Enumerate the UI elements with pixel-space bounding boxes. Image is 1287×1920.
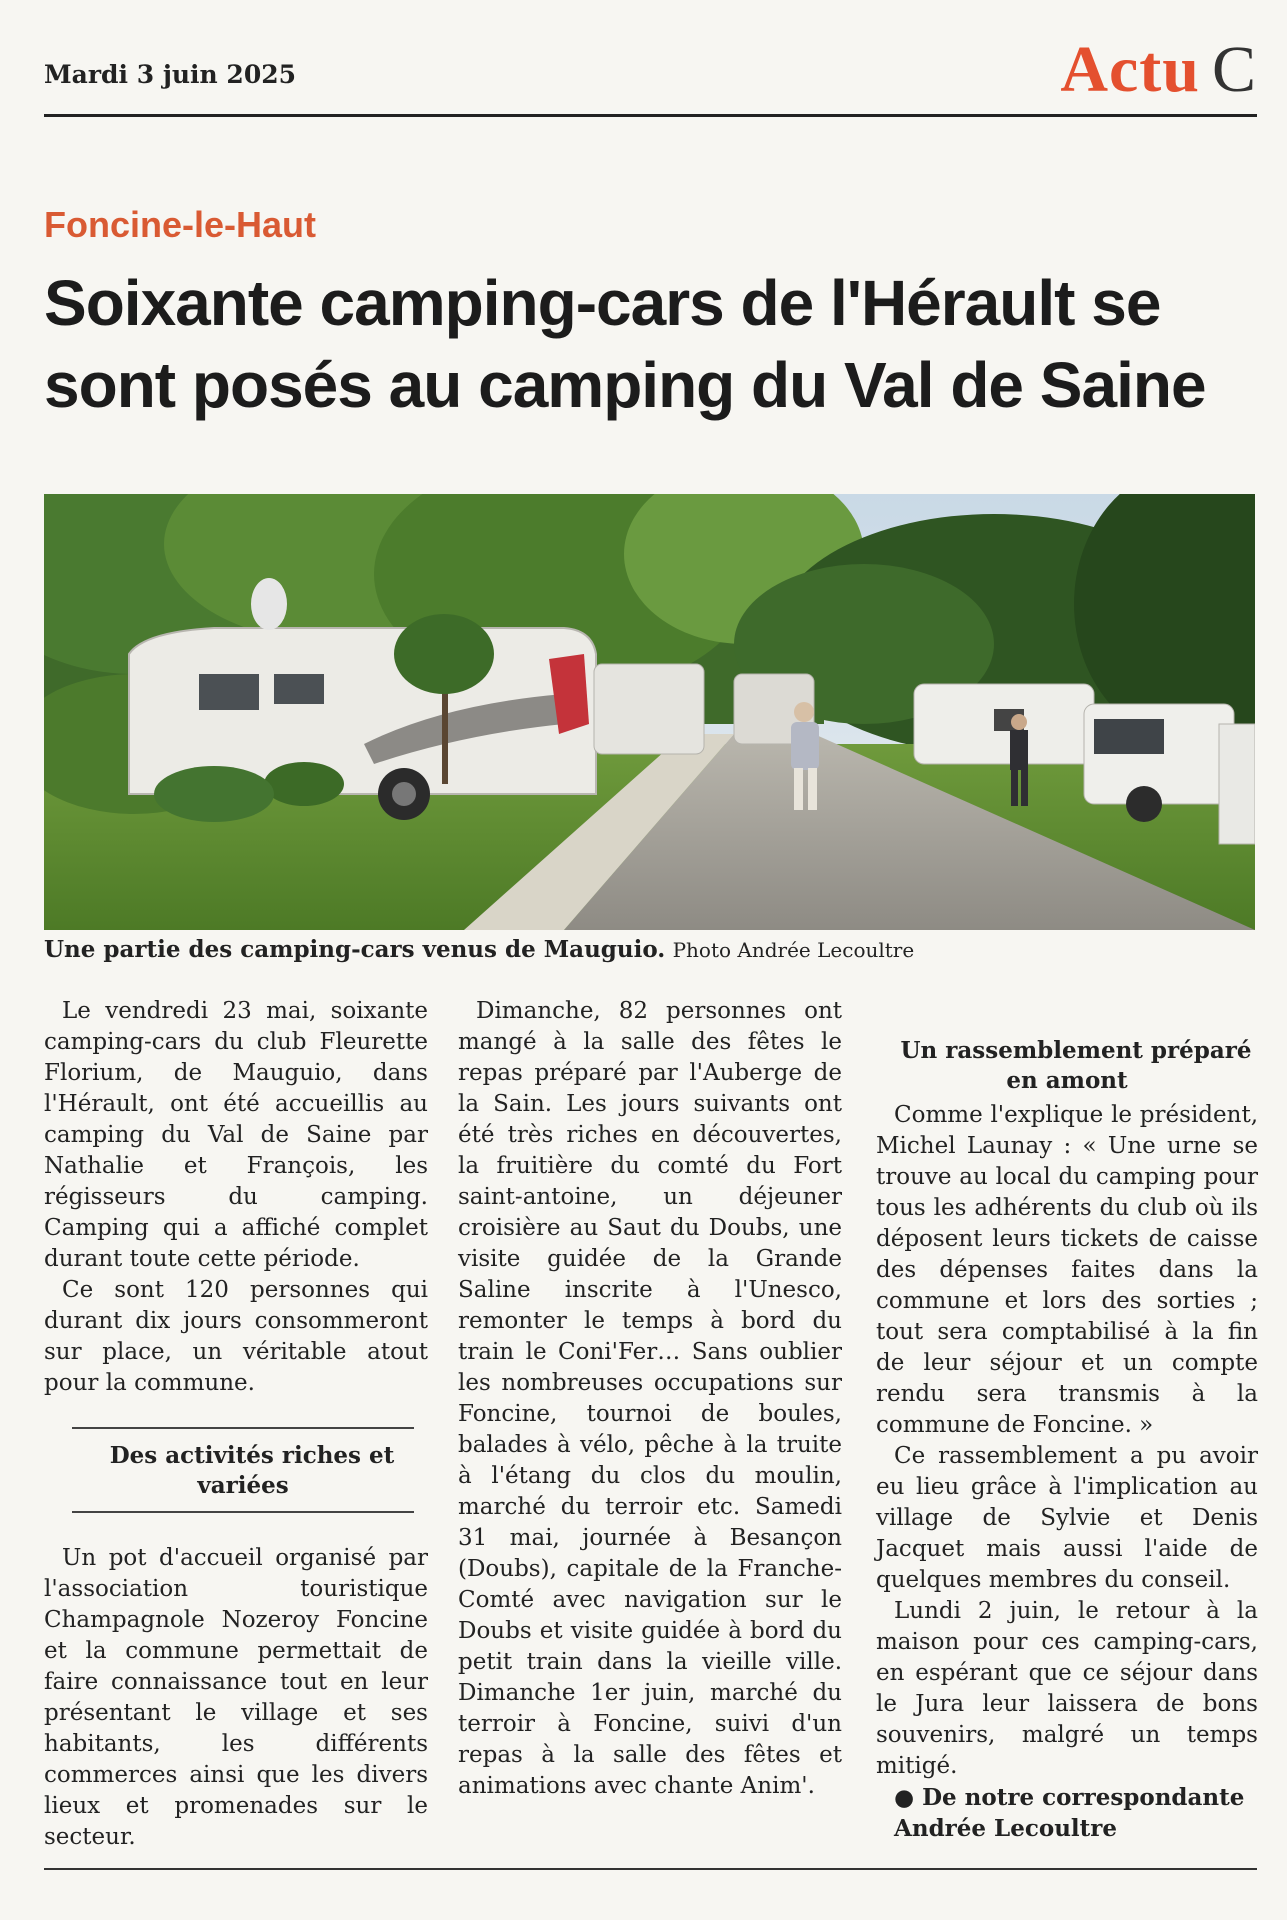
photo-caption — [44, 936, 1274, 963]
subhead: Un rassemblement préparé en amont — [900, 1037, 1252, 1094]
section-name: Actu — [1060, 33, 1200, 106]
bottom-rule — [44, 1868, 1257, 1870]
paragraph: Un pot d'accueil organisé par l'association touristique Champagnole Nozeroy Foncine et la commune permettait de faire connaissance tout en leur présentant le village et ses habitants, les différents commerces ainsi que les divers lieux et promenades sur le secteur. — [44, 1545, 428, 1850]
article-column-3 — [876, 1036, 1258, 1844]
caption-text: Une partie des camping-cars venus de Mauguio. — [44, 936, 666, 963]
header-rule — [44, 114, 1257, 117]
subhead-box — [72, 1427, 414, 1513]
header-date: Mardi 3 juin 2025 — [44, 60, 297, 89]
article-photo — [44, 494, 1255, 930]
signoff-label: ● De notre correspondante — [894, 1784, 1245, 1811]
signoff-name: Andrée Lecoultre — [894, 1815, 1118, 1842]
section-label — [1060, 32, 1257, 108]
section-name-cut: C — [1211, 33, 1257, 106]
paragraph: Ce rassemblement a pu avoir eu lieu grâce à l'implication au village de Sylvie et Denis Jacquet mais aussi l'aide de quelques membres du conseil. — [876, 1443, 1258, 1593]
paragraph: Ce sont 120 personnes qui durant dix jours consommeront sur place, un véritable atout pour la commune. — [44, 1277, 428, 1396]
photo-credit: Photo Andrée Lecoultre — [672, 938, 915, 962]
headline: Soixante camping-cars de l'Hérault se sont posés au camping du Val de Saine — [44, 267, 1206, 421]
article-column-2 — [458, 996, 842, 1802]
kicker: Foncine-le-Haut — [44, 204, 317, 245]
campsite-photo-illustration — [44, 494, 1255, 930]
subhead: Des activités riches et variées — [109, 1442, 395, 1499]
paragraph: Lundi 2 juin, le retour à la maison pour ces camping-cars, en espérant que ce séjour dans le Jura leur laissera de bons souvenirs, malgré un temps mitigé. — [876, 1598, 1258, 1779]
paragraph: Dimanche, 82 personnes ont mangé à la salle des fêtes le repas préparé par l'Auberge de la Sain. Les jours suivants ont été très riches en découvertes, la fruitière du comté du Fort saint-antoine, un déjeuner croisière au Saut du Doubs, une visite guidée de la Grande Saline inscrite à l'Unesco, remonter le temps à bord du train le Coni'Fer… Sans oublier les nombreuses occupations sur Foncine, tournoi de boules, balades à vélo, pêche à la truite à l'étang du clos du moulin, marché du terroir etc. Samedi 31 mai, journée à Besançon (Doubs), capitale de la Franche-Comté avec navigation sur le Doubs et visite guidée à bord du petit train dans la vieille ville. Dimanche 1er juin, marché du terroir à Foncine, suivi d'un repas à la salle des fêtes et animations avec chante Anim'. — [458, 998, 842, 1799]
paragraph: Le vendredi 23 mai, soixante camping-cars du club Fleurette Florium, de Mauguio, dans l'Hérault, ont été accueillis au camping du Val de Saine par Nathalie et François, les régisseurs du camping. Camping qui a affiché complet durant toute cette période. — [44, 998, 428, 1272]
paragraph: Comme l'explique le président, Michel Launay : « Une urne se trouve au local du camping pour tous les adhérents du club où ils déposent leurs tickets de caisse des dépenses faites dans la commune et lors des sorties ; tout sera comptabilisé à la fin de leur séjour et un compte rendu sera transmis à la commune de Foncine. » — [876, 1102, 1258, 1438]
article-column-1 — [44, 996, 428, 1853]
